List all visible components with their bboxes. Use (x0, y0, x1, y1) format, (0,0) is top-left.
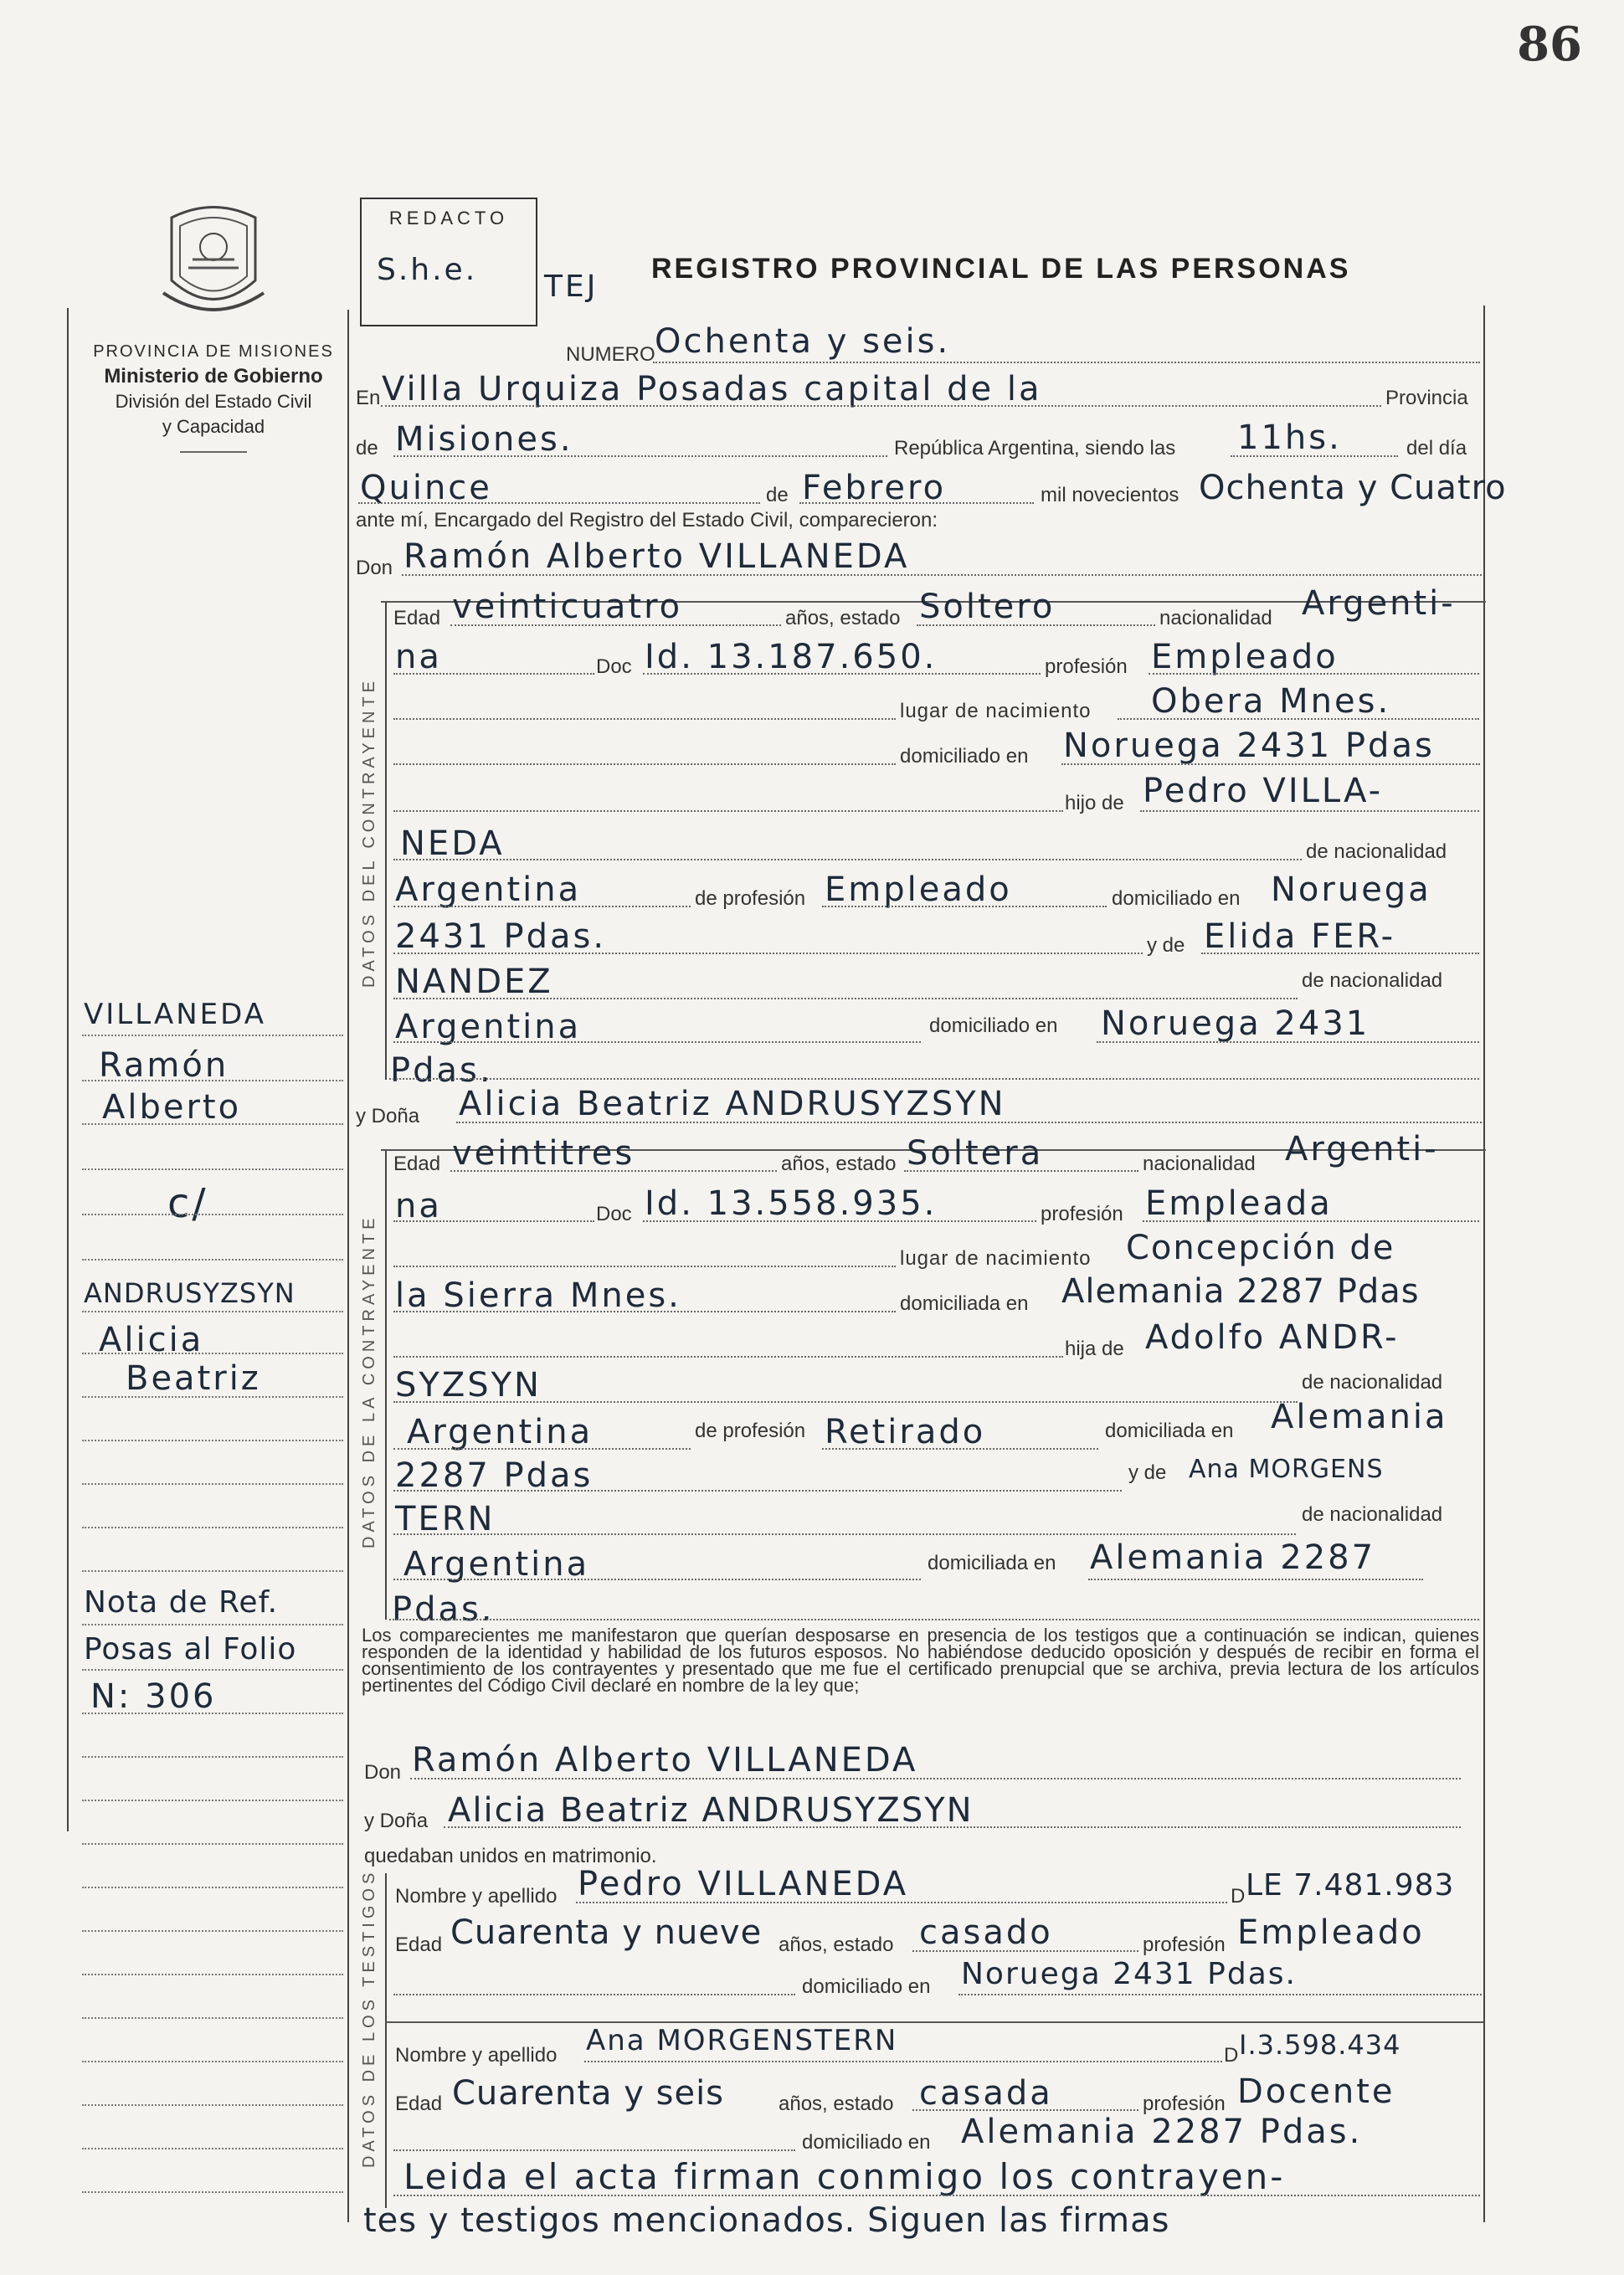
c1-profesion: Empleado (1151, 638, 1339, 676)
redacto-value: S.h.e. (377, 253, 478, 287)
c2-padre-dom: Alemania (1271, 1398, 1448, 1436)
c2-edad-label: Edad (393, 1153, 441, 1175)
c1-nombre: Ramón Alberto VILLANEDA (403, 537, 910, 576)
t1-domicilio: Noruega 2431 Pdas. (961, 1957, 1297, 1991)
margin-c1-nombre2: Alberto (102, 1088, 242, 1127)
numero-value: Ochenta y seis. (655, 322, 951, 361)
c2-section-label: DATOS DE LA CONTRAYENTE (360, 1214, 378, 1548)
c2-anios-label: años, estado (781, 1153, 897, 1175)
c2-madre-dom2: Pdas. (392, 1590, 495, 1629)
t1-estado: casado (919, 1913, 1053, 1952)
t1-doc: LE 7.481.983 (1246, 1868, 1455, 1903)
redacto-label: REDACTO (388, 208, 509, 229)
c1-padre-prof: Empleado (825, 870, 1012, 909)
c1-madre: Elida FER- (1204, 917, 1396, 956)
de-label: de (356, 437, 378, 460)
capacidad-label: y Capacidad (162, 416, 265, 437)
c1-madre-dom2: Pdas. (390, 1051, 493, 1090)
c2-padre-prof: Retirado (825, 1413, 986, 1451)
c1-y-de-label: y de (1147, 934, 1185, 957)
c2-lugar-nac2: la Sierra Mnes. (395, 1276, 681, 1315)
t2-anios-label: años, estado (779, 2093, 894, 2115)
anio-value: Ochenta y Cuatro (1199, 469, 1507, 507)
c2-doc-label: Doc (596, 1203, 632, 1225)
c2-padre2: SYZSYN (395, 1366, 542, 1405)
c2-nombre: Alicia Beatriz ANDRUSYZSYN (459, 1085, 1006, 1123)
c2-madre: Ana MORGENS (1189, 1455, 1384, 1484)
testigos-divider (385, 2021, 1483, 2023)
c2-estado: Soltera (907, 1134, 1044, 1173)
t2-estado: casada (919, 2074, 1053, 2113)
c2-madre2: TERN (395, 1500, 496, 1538)
c2-padre-nac: Argentina (407, 1413, 594, 1451)
cierre-linea1: Leida el acta firman conmigo los contrayen- (403, 2156, 1286, 2197)
margin-c2-apellido: ANDRUSYZSYN (84, 1277, 296, 1309)
right-frame-line (1483, 306, 1485, 2222)
c1-de-nac-label: de nacionalidad (1306, 840, 1447, 863)
t1-prof-label: profesión (1143, 1933, 1226, 1956)
de2-label: de (766, 484, 789, 506)
testigos-box-line (385, 1873, 387, 2208)
decl-dona-label: y Doña (364, 1810, 429, 1832)
decl-don: Ramón Alberto VILLANEDA (412, 1741, 918, 1779)
t2-edad-label: Edad (395, 2093, 443, 2115)
testigos-section-label: DATOS DE LOS TESTIGOS (360, 1868, 378, 2168)
t1-anios-label: años, estado (779, 1933, 894, 1956)
c2-padre-dom2: 2287 Pdas (395, 1456, 594, 1495)
t2-prof-label: profesión (1143, 2093, 1226, 2115)
t2-edad: Cuarenta y seis (452, 2074, 725, 2113)
c2-nacionalidad2: na (395, 1187, 442, 1225)
c1-nacionalidad2: na (395, 638, 442, 676)
c2-de-nac-label: de nacionalidad (1302, 1371, 1443, 1394)
margin-nota1: Nota de Ref. (84, 1585, 279, 1620)
t1-dom-label: domiciliado en (802, 1975, 931, 1998)
c1-nacionalidad: Argenti- (1302, 584, 1456, 623)
margin-nota3: N: 306 (90, 1677, 217, 1716)
provincia-label-2: Provincia (1385, 387, 1468, 409)
c1-don-label: Don (356, 557, 393, 579)
redacto-stamp (360, 198, 537, 326)
t2-nombre-label: Nombre y apellido (395, 2044, 558, 2067)
margin-c1-apellido: VILLANEDA (84, 998, 266, 1031)
c2-lugar-nac: Concepción de (1126, 1229, 1395, 1267)
c1-padre: Pedro VILLA- (1143, 772, 1384, 810)
t1-nombre: Pedro VILLANEDA (578, 1865, 909, 1903)
margin-c2-nombre2: Beatriz (126, 1359, 261, 1398)
margin-c1-nombre1: Ramón (99, 1046, 229, 1085)
t1-edad: Cuarenta y nueve (450, 1913, 763, 1952)
left-margin-line (67, 308, 69, 1831)
c2-madre-dom: Alemania 2287 (1090, 1538, 1376, 1577)
t2-nombre: Ana MORGENSTERN (586, 2024, 898, 2057)
c1-padre2: NEDA (400, 824, 505, 863)
t2-doc-label: D (1224, 2044, 1239, 2067)
c2-dom3-label: domiciliada en (928, 1552, 1056, 1574)
c1-estado: Soltero (919, 588, 1056, 626)
c1-domicilio: Noruega 2431 Pdas (1063, 727, 1435, 765)
c1-hijo-label: hijo de (1065, 792, 1124, 814)
c1-padre-nac: Argentina (395, 870, 582, 909)
c2-de-prof-label: de profesión (695, 1420, 806, 1442)
hora-value: 11hs. (1237, 419, 1342, 457)
c2-dom2-label: domiciliada en (1105, 1420, 1234, 1442)
c1-lugar-label: lugar de nacimiento (900, 700, 1092, 722)
lugar-value: Villa Urquiza Posadas capital de la (382, 370, 1042, 408)
numero-label: NUMERO (566, 343, 655, 366)
ministerio-label: Ministerio de Gobierno (104, 365, 323, 388)
c1-nac-label: nacionalidad (1159, 607, 1272, 629)
c1-madre-nac: Argentina (395, 1008, 582, 1046)
margin-nota2: Posas al Folio (84, 1632, 297, 1666)
c2-nacionalidad: Argenti- (1285, 1130, 1439, 1168)
c2-dona-label: y Doña (356, 1105, 420, 1127)
stamp-initials: TEJ (544, 270, 599, 304)
c2-padre: Adolfo ANDR- (1145, 1318, 1400, 1357)
en-label: En (356, 387, 381, 409)
t2-profesion: Docente (1237, 2072, 1395, 2111)
c1-doc: Id. 13.187.650. (645, 638, 938, 676)
c1-de-prof-label: de profesión (695, 887, 806, 910)
decl-dona: Alicia Beatriz ANDRUSYZSYN (448, 1791, 974, 1830)
c1-madre-dom: Noruega 2431 (1101, 1004, 1370, 1043)
c1-padre-dom: Noruega (1271, 870, 1431, 909)
t1-doc-label: D (1231, 1885, 1246, 1908)
c1-anios-label: años, estado (785, 607, 901, 629)
c2-lugar-label: lugar de nacimiento (900, 1247, 1092, 1270)
c2-nac-label: nacionalidad (1143, 1153, 1256, 1175)
main-left-line (347, 310, 349, 2222)
division-label: División del Estado Civil (115, 391, 312, 412)
republica-label: República Argentina, siendo las (894, 437, 1176, 460)
t1-nombre-label: Nombre y apellido (395, 1885, 558, 1908)
c1-box-line (385, 603, 387, 1080)
declaracion-text: Los comparecientes me manifestaron que querían desposarse en presencia de los testigos que a continuación se indican, quienes responden de la identidad y habilidad de los futuros esposos. No habiéndose deducido oposición y después de recibir en forma el consentimiento de los contrayentes y presentado que me fue el certificado prenupcial que se archiva, previa lectura de los artículos pertinentes del Código Civil declaré en nombre de la ley que; (362, 1625, 1479, 1696)
t2-doc: I.3.598.434 (1239, 2029, 1401, 2061)
decl-don-label: Don (364, 1761, 402, 1784)
t1-edad-label: Edad (395, 1933, 443, 1956)
mil-label: mil novecientos (1041, 484, 1179, 506)
c2-edad: veintitres (452, 1134, 635, 1173)
c1-prof-label: profesión (1045, 655, 1128, 678)
c1-edad: veinticuatro (452, 588, 683, 626)
c1-de-nac2-label: de nacionalidad (1302, 969, 1443, 992)
del-dia-label: del día (1406, 437, 1467, 460)
c1-padre-dom2: 2431 Pdas. (395, 917, 607, 956)
c1-lugar-nac: Obera Mnes. (1151, 682, 1391, 721)
provincia-de-misiones-emblem (155, 201, 272, 326)
margin-c: c/ (167, 1180, 208, 1227)
c1-doc-label: Doc (596, 655, 632, 678)
t1-profesion: Empleado (1237, 1913, 1425, 1952)
provincia-value: Misiones. (395, 420, 573, 459)
c1-dom-label: domiciliado en (900, 745, 1029, 768)
c1-madre2: NANDEZ (395, 963, 553, 1001)
c2-box-line (385, 1151, 387, 1620)
c1-edad-label: Edad (393, 607, 441, 629)
t2-dom-label: domiciliado en (802, 2131, 931, 2154)
c2-profesion: Empleada (1145, 1184, 1333, 1223)
c2-domicilio: Alemania 2287 Pdas (1061, 1272, 1420, 1311)
c2-prof-label: profesión (1041, 1203, 1123, 1225)
ante-mi-text: ante mí, Encargado del Registro del Estado Civil, comparecieron: (356, 509, 938, 532)
page-number: 86 (1517, 17, 1582, 72)
dia-value: Quince (360, 469, 492, 507)
cierre-linea2: tes y testigos mencionados. Siguen las firmas (363, 2201, 1170, 2240)
c1-dom2-label: domiciliado en (1112, 887, 1241, 910)
quedaban-text: quedaban unidos en matrimonio. (364, 1845, 657, 1867)
c2-hija-label: hija de (1065, 1338, 1124, 1360)
c2-dom-label: domiciliada en (900, 1292, 1029, 1315)
c1-dom3-label: domiciliado en (929, 1014, 1058, 1037)
c2-madre-nac: Argentina (403, 1545, 590, 1584)
c2-doc: Id. 13.558.935. (645, 1184, 938, 1223)
mes-value: Febrero (802, 469, 947, 507)
margin-c2-nombre1: Alicia (99, 1321, 204, 1359)
provincia-label: PROVINCIA DE MISIONES (93, 342, 334, 361)
t2-domicilio: Alemania 2287 Pdas. (961, 2113, 1363, 2151)
c2-de-nac2-label: de nacionalidad (1302, 1503, 1443, 1526)
c1-section-label: DATOS DEL CONTRAYENTE (360, 677, 378, 988)
document-title: REGISTRO PROVINCIAL DE LAS PERSONAS (651, 253, 1351, 285)
c2-y-de-label: y de (1128, 1461, 1167, 1484)
